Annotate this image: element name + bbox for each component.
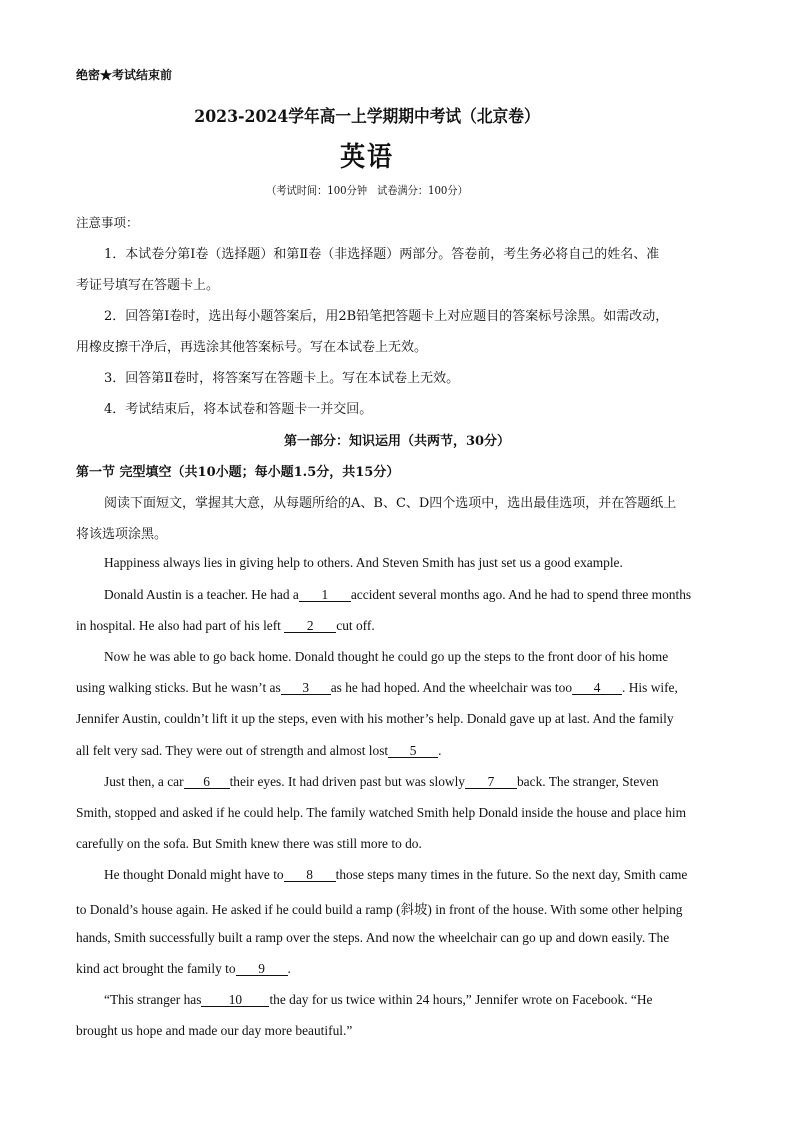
notice-item-1: 1．本试卷分第Ⅰ卷（选择题）和第Ⅱ卷（非选择题）两部分。答卷前，考生务必将自己的姓名、准: [104, 247, 660, 262]
notice-item-2-cont: 用橡皮擦干净后，再选涂其他答案标号。写在本试卷上无效。: [76, 340, 428, 355]
blank-6: 6: [184, 775, 230, 789]
passage-p4-line3: carefully on the sofa. But Smith knew there was still more to do.: [76, 836, 422, 851]
notice-item-3: 3．回答第Ⅱ卷时，将答案写在答题卡上。写在本试卷上无效。: [104, 371, 460, 386]
blank-10: 10: [201, 993, 269, 1007]
instruction-line-2: 将该选项涂黑。: [76, 527, 168, 542]
blank-8: 8: [284, 868, 336, 882]
confidential-label: 绝密★考试结束前: [76, 68, 173, 82]
passage-line: [104, 867, 687, 883]
passage-line: [76, 618, 375, 634]
part-title: 第一部分：知识运用（共两节，30分）: [283, 434, 511, 449]
passage-text: .: [287, 961, 291, 976]
passage-line: [76, 743, 441, 759]
passage-p5-line2: to Donald’s house again. He asked if he could build a ramp (斜坡) in front of the house. With some other helping: [76, 902, 683, 917]
passage-text: back. The stranger, Steven: [516, 774, 659, 789]
passage-text: cut off.: [336, 618, 375, 633]
passage-p1: Happiness always lies in giving help to others. And Steven Smith has just set us a good example.: [104, 555, 623, 570]
section-title: 第一节 完型填空（共10小题；每小题1.5分，共15分）: [76, 465, 400, 480]
blank-5: 5: [388, 744, 438, 758]
notice-heading: 注意事项：: [76, 215, 139, 230]
blank-2: 2: [284, 619, 336, 633]
passage-text: accident several months ago. And he had to spend three months: [350, 587, 692, 602]
passage-text: using walking sticks. But he wasn’t as: [76, 680, 281, 695]
passage-line: [76, 961, 291, 977]
notice-item-1-cont: 考证号填写在答题卡上。: [76, 278, 220, 293]
passage-text: kind act brought the family to: [76, 961, 236, 976]
instruction-line-1: 阅读下面短文，掌握其大意，从每题所给的A、B、C、D四个选项中，选出最佳选项，并在答题纸上: [104, 496, 677, 511]
passage-p5-line3: hands, Smith successfully built a ramp over the steps. And now the wheelchair can go up and down easily. The: [76, 930, 670, 945]
exam-title: 2023-2024学年高一上学期期中考试（北京卷）: [194, 107, 540, 127]
passage-text: “This stranger has: [104, 992, 202, 1007]
passage-text: .: [438, 743, 442, 758]
passage-text: Just then, a car: [104, 774, 184, 789]
passage-line: [104, 587, 691, 603]
passage-p3-line3: Jennifer Austin, couldn’t lift it up the steps, even with his mother’s help. Donald gave up at last. And the family: [76, 711, 674, 726]
notice-item-2: 2．回答第Ⅰ卷时，选出每小题答案后，用2B铅笔把答题卡上对应题目的答案标号涂黑。如需改动，: [104, 309, 669, 324]
passage-text: those steps many times in the future. So the next day, Smith came: [335, 867, 688, 882]
passage-text: the day for us twice within 24 hours,” Jennifer wrote on Facebook. “He: [269, 992, 653, 1007]
blank-3: 3: [281, 681, 331, 695]
blank-7: 7: [465, 775, 517, 789]
passage-text: He thought Donald might have to: [104, 867, 284, 882]
passage-text: their eyes. It had driven past but was slowly: [229, 774, 465, 789]
passage-text: Donald Austin is a teacher. He had a: [104, 587, 299, 602]
passage-text: in hospital. He also had part of his left: [76, 618, 281, 633]
passage-text: all felt very sad. They were out of strength and almost lost: [76, 743, 389, 758]
passage-p6-line2: brought us hope and made our day more beautiful.”: [76, 1023, 353, 1038]
passage-text: . His wife,: [622, 680, 678, 695]
blank-1: 1: [299, 588, 351, 602]
passage-line: [76, 680, 678, 696]
blank-4: 4: [572, 681, 622, 695]
passage-p3-line1: Now he was able to go back home. Donald thought he could go up the steps to the front door of his home: [104, 649, 669, 664]
passage-text: as he had hoped. And the wheelchair was too: [330, 680, 573, 695]
passage-p4-line2: Smith, stopped and asked if he could help. The family watched Smith help Donald inside the house and place him: [76, 805, 687, 820]
passage-line: [104, 992, 652, 1008]
blank-9: 9: [236, 962, 288, 976]
notice-item-4: 4．考试结束后，将本试卷和答题卡一并交回。: [104, 402, 373, 417]
passage-line: [104, 774, 659, 790]
exam-info: （考试时间：100分钟 试卷满分：100分）: [266, 184, 468, 197]
subject-title: 英语: [340, 142, 394, 173]
